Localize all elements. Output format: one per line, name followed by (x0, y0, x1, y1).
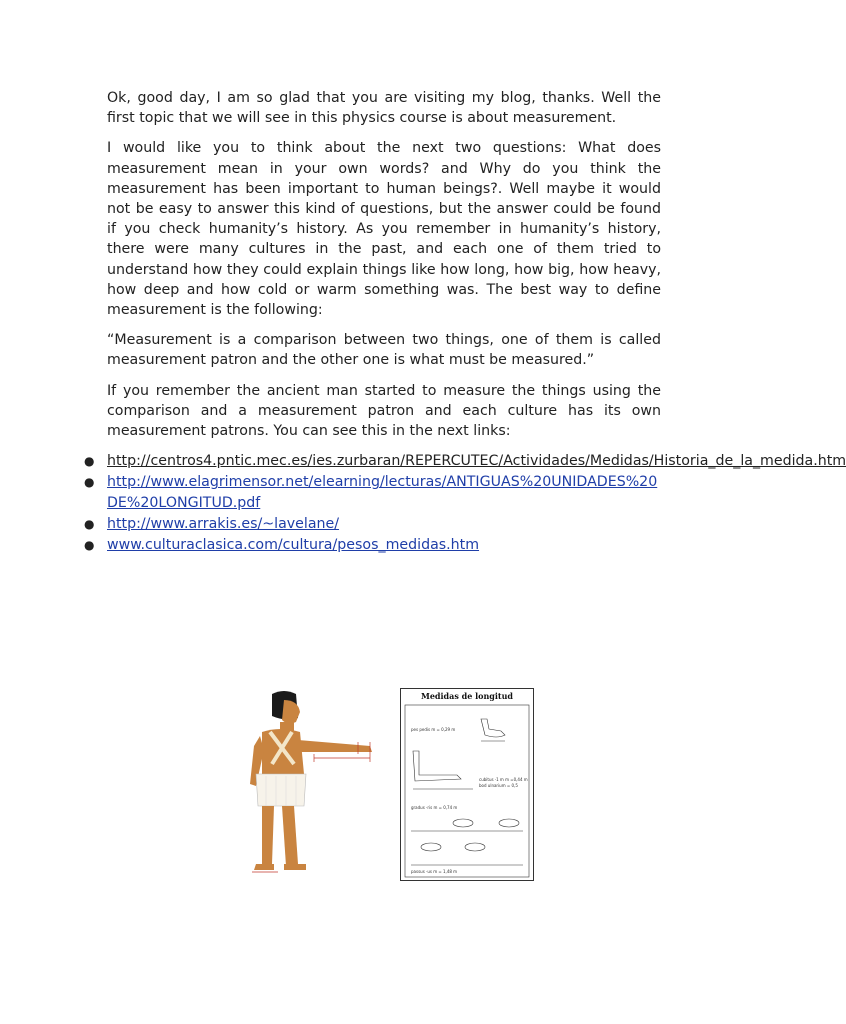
list-item (63, 514, 661, 534)
list-item (63, 535, 661, 555)
paragraph-questions: I would like you to think about the next two questions: What does measurement mean in your own words? and Why do you think the measurement has been important to human beings?. Well maybe it would not be easy to answer this kind of questions, but the answer could be found if you check humanity’s history. As you remember in humanity’s history, there were many cultures in the past, and each one of them tried to understand how they could explain things like how long, how big, how heavy, how deep and how cold or warm something was. The best way to define measurement is the following: (107, 140, 661, 319)
link-centros4[interactable]: http://centros4.pntic.mec.es/ies.zurbaran/REPERCUTEC/Actividades/Medidas/Historia_de_la_medida.htm (107, 453, 846, 470)
label-cubitus: cubitus ·1 m m =0,44 m (479, 777, 528, 782)
document-body (84, 88, 846, 556)
label-pes: pes pedis m = 0,29 m (411, 727, 456, 732)
paragraph-intro: Ok, good day, I am so glad that you are visiting my blog, thanks. Well the first topic that we will see in this physics course is about measurement. (107, 90, 661, 127)
bullet-icon: ● (84, 475, 95, 490)
paragraph-patrons: If you remember the ancient man started to measure the things using the comparison and a measurement patron and each culture has its own measurement patrons. You can see this in the next links: (107, 382, 661, 440)
paragraph-definition: “Measurement is a comparison between two things, one of them is called measurement patron and the other one is what must be measured.” (107, 332, 661, 369)
bullet-icon: ● (84, 454, 95, 469)
label-gradus: gradus ·ris m = 0,74 m (411, 805, 458, 810)
list-item (63, 472, 661, 512)
bullet-icon: ● (84, 538, 95, 553)
link-list (84, 451, 846, 555)
measures-diagram (401, 689, 533, 880)
chart-title: Medidas de longitud (420, 691, 514, 701)
label-cubitus-2: bod ulnarium = 0,5 (479, 783, 518, 788)
link-arrakis[interactable]: http://www.arrakis.es/~lavelane/ (107, 515, 340, 532)
egyptian-figure-illustration (240, 688, 400, 880)
list-item (63, 451, 846, 471)
link-culturaclasica[interactable]: www.culturaclasica.com/cultura/pesos_medidas.htm (107, 537, 480, 554)
link-elagrimensor[interactable]: http://www.elagrimensor.net/elearning/lecturas/ANTIGUAS%20UNIDADES%20DE%20LONGITUD.pdf (107, 474, 658, 511)
measures-chart (400, 688, 534, 881)
bullet-icon: ● (84, 516, 95, 531)
label-passus: passus ·us m = 1,48 m (411, 869, 458, 874)
